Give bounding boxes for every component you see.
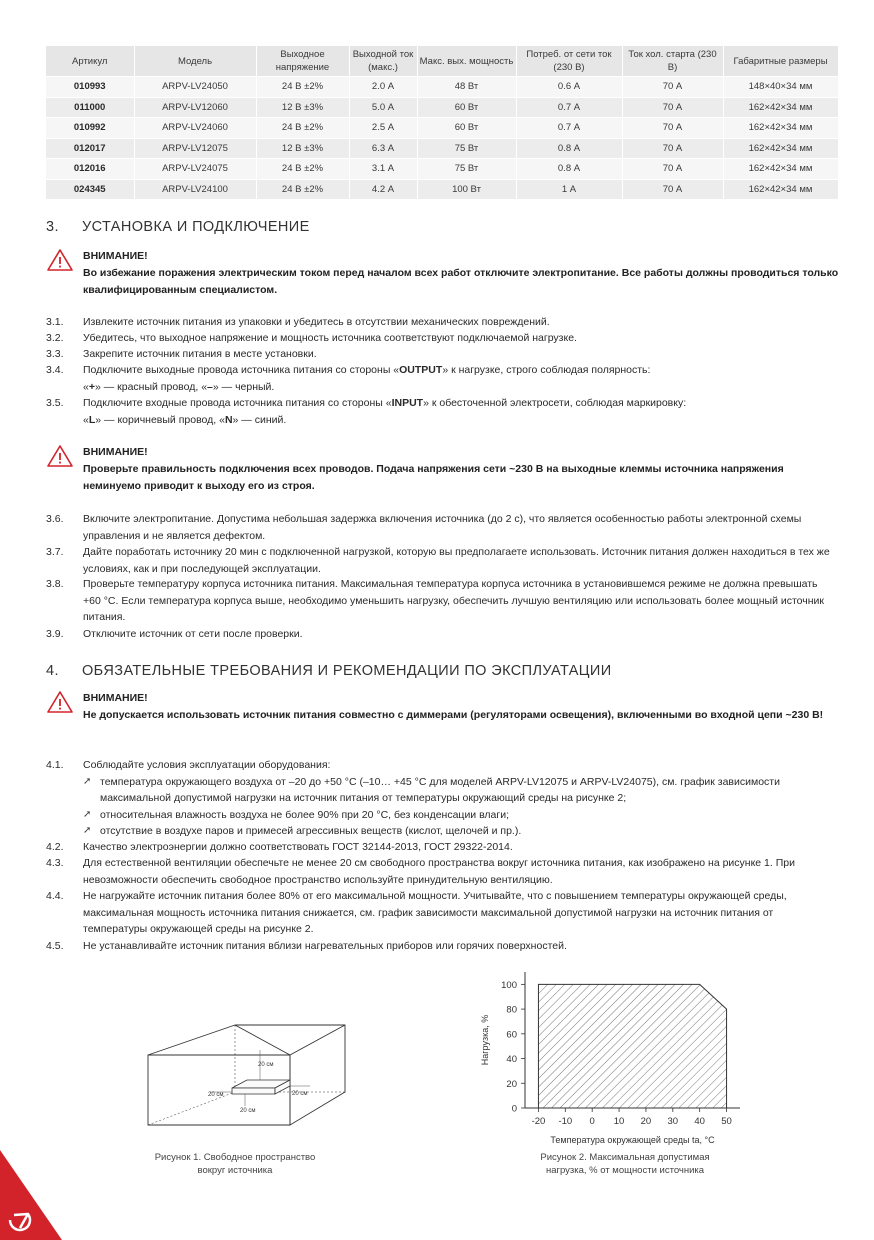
item-text: Проверьте температуру корпуса источника питания. Максимальная температура корпуса источника в установившемся режиме не должна превышать +60 °C. Если температура корпуса выше, необходимо уменьшить нагрузку, обеспечить лучшую вентиляцию или использовать более мощный источник питания. xyxy=(83,578,825,623)
item-text: Закрепите источник питания в месте установки. xyxy=(83,348,317,360)
cell-voltage: 24 В ±2% xyxy=(256,118,349,139)
item-number: 3.3. xyxy=(46,348,64,360)
warning-triangle-icon xyxy=(46,248,74,272)
cell-inrush: 70 А xyxy=(622,118,723,139)
section-number: 3. xyxy=(46,219,59,235)
cell-power: 75 Вт xyxy=(417,159,516,180)
cell-input-current: 0.7 А xyxy=(516,97,622,118)
text-run: Подключите входные провода источника питания со стороны « xyxy=(83,397,392,409)
caption-line: нагрузка, % от мощности источника xyxy=(545,1165,705,1176)
cell-current: 6.3 А xyxy=(349,138,417,159)
y-tick-label: 20 xyxy=(506,1078,517,1090)
col-header-article: Артикул xyxy=(46,46,134,77)
text-run: Подключите выходные провода источника питания со стороны « xyxy=(83,364,400,376)
cell-article: 010993 xyxy=(46,77,134,98)
text-run: » к обесточенной электросети, соблюдая маркировку: xyxy=(423,397,687,409)
figure-2-caption xyxy=(505,1151,745,1177)
x-tick-label: 10 xyxy=(613,1116,625,1127)
list-item xyxy=(46,888,836,938)
cell-input-current: 0.8 А xyxy=(516,159,622,180)
cell-model: ARPV-LV12060 xyxy=(134,97,256,118)
item-text xyxy=(83,395,836,428)
cell-power: 60 Вт xyxy=(417,118,516,139)
text-run: » к нагрузке, строго соблюдая полярность: xyxy=(442,364,651,376)
table-row xyxy=(46,138,838,159)
cell-model: ARPV-LV12075 xyxy=(134,138,256,159)
caption-line: вокруг источника xyxy=(197,1165,273,1176)
list-item xyxy=(46,855,836,888)
list-item xyxy=(46,839,836,856)
list-item xyxy=(46,626,836,643)
item-number: 3.7. xyxy=(46,546,64,558)
table-row xyxy=(46,118,838,139)
item-text: Не нагружайте источник питания более 80% от его максимальной мощности. Учитывайте, что с повышением температуры окружающей среды, максимальная мощность источника питания снижается, см. график зависимости максимальной допустимой нагрузки на источник питания от температуры окружающей среды на рисунке 2. xyxy=(83,890,787,935)
bullet-item xyxy=(83,823,836,840)
item-number: 3.2. xyxy=(46,332,64,344)
list-item xyxy=(46,938,836,955)
list-item xyxy=(46,576,836,626)
section-title: УСТАНОВКА И ПОДКЛЮЧЕНИЕ xyxy=(82,219,310,235)
x-tick-label: 20 xyxy=(640,1116,652,1127)
item-text: Не устанавливайте источник питания вблизи нагревательных приборов или горячих поверхностей. xyxy=(83,940,567,952)
derating-area xyxy=(538,984,726,1108)
item-number: 4.4. xyxy=(46,890,64,902)
item-number: 4.3. xyxy=(46,857,64,869)
cell-article: 010992 xyxy=(46,118,134,139)
item-number: 4.2. xyxy=(46,841,64,853)
list-item xyxy=(46,511,836,544)
item-number: 3.6. xyxy=(46,513,64,525)
list-item xyxy=(46,330,836,347)
item-text xyxy=(83,362,836,395)
load-derating-chart xyxy=(470,960,760,1150)
cell-inrush: 70 А xyxy=(622,138,723,159)
input-keyword: INPUT xyxy=(391,397,424,409)
table-row xyxy=(46,77,838,98)
col-header-dimensions: Габаритные размеры xyxy=(723,46,838,77)
item-number: 3.8. xyxy=(46,578,64,590)
item-number: 3.9. xyxy=(46,628,64,640)
warning-title: ВНИМАНИЕ! xyxy=(83,250,148,262)
text-run: » — красный провод, « xyxy=(94,380,208,393)
cell-power: 48 Вт xyxy=(417,77,516,98)
item-text: Извлеките источник питания из упаковки и убедитесь в отсутствии механических повреждений. xyxy=(83,316,550,328)
table-row xyxy=(46,159,838,180)
caption-line: Рисунок 2. Максимальная допустимая xyxy=(540,1152,710,1163)
y-axis-label: Нагрузка, % xyxy=(480,1014,490,1066)
warning-triangle-icon xyxy=(46,444,74,468)
warning-triangle-icon xyxy=(46,690,74,714)
bullet-text: относительная влажность воздуха не более 90% при 20 °C, без конденсации влаги; xyxy=(100,808,510,821)
arrow-bullet-icon: ➚ xyxy=(83,825,92,836)
cell-current: 4.2 А xyxy=(349,179,417,199)
x-tick-labels xyxy=(532,1116,732,1127)
cell-inrush: 70 А xyxy=(622,77,723,98)
section-3-heading xyxy=(46,219,310,235)
x-tick-label: 0 xyxy=(589,1116,595,1127)
col-header-input-current: Потреб. от сети ток (230 В) xyxy=(516,46,622,77)
item-number: 3.5. xyxy=(46,397,64,409)
brand-corner-logo xyxy=(0,1150,62,1240)
item-text: Включите электропитание. Допустима небольшая задержка включения источника (до 2 с), что является особенностью работы электронной схемы управления и не является дефектом. xyxy=(83,513,802,542)
cell-current: 2.0 А xyxy=(349,77,417,98)
cell-voltage: 24 В ±2% xyxy=(256,77,349,98)
power-supply-block xyxy=(232,1080,290,1094)
cell-input-current: 0.7 А xyxy=(516,118,622,139)
arrow-bullet-icon: ➚ xyxy=(83,808,92,820)
item-number: 3.1. xyxy=(46,316,64,328)
text-run: » — синий. xyxy=(232,413,287,426)
x-tick-label: -20 xyxy=(531,1116,546,1127)
warning-text: Во избежание поражения электрическим током перед началом всех работ отключите электропитание. Все работы должны проводиться только квалифицированным специалистом. xyxy=(83,267,839,296)
cell-current: 5.0 А xyxy=(349,97,417,118)
x-axis-label: Температура окружающей среды ta, °C xyxy=(550,1135,715,1145)
cell-dimensions: 162×42×34 мм xyxy=(723,97,838,118)
dim-label-left: 20 см xyxy=(208,1092,224,1098)
text-run: « xyxy=(83,413,89,426)
cell-voltage: 12 В ±3% xyxy=(256,97,349,118)
col-header-inrush: Ток хол. старта (230 В) xyxy=(622,46,723,77)
section-title: ОБЯЗАТЕЛЬНЫЕ ТРЕБОВАНИЯ И РЕКОМЕНДАЦИИ ПО ЭКСПЛУАТАЦИИ xyxy=(82,663,612,679)
cell-model: ARPV-LV24100 xyxy=(134,179,256,199)
cell-inrush: 70 А xyxy=(622,179,723,199)
table-row xyxy=(46,179,838,199)
list-item xyxy=(46,544,836,577)
y-tick-labels xyxy=(501,980,517,1115)
y-tick-label: 80 xyxy=(506,1004,517,1016)
list-item xyxy=(46,314,836,331)
cell-article: 024345 xyxy=(46,179,134,199)
n-keyword: N xyxy=(224,413,233,426)
cell-dimensions: 148×40×34 мм xyxy=(723,77,838,98)
dim-label-bottom: 20 см xyxy=(240,1108,256,1114)
cell-dimensions: 162×42×34 мм xyxy=(723,138,838,159)
plus-keyword: + xyxy=(88,380,95,393)
x-tick-label: -10 xyxy=(558,1116,573,1127)
output-keyword: OUTPUT xyxy=(399,364,443,376)
warning-title: ВНИМАНИЕ! xyxy=(83,692,148,704)
y-tick-label: 100 xyxy=(501,979,517,991)
cell-power: 100 Вт xyxy=(417,179,516,199)
col-header-power: Макс. вых. мощность xyxy=(417,46,516,77)
arrow-bullet-icon: ➚ xyxy=(83,775,92,787)
warning-text: Не допускается использовать источник питания совместно с диммерами (регуляторами освещения), включенными во входной цепи ~230 В! xyxy=(83,709,824,721)
cell-article: 011000 xyxy=(46,97,134,118)
col-header-model: Модель xyxy=(134,46,256,77)
y-tick-label: 0 xyxy=(511,1103,517,1115)
table-header-row xyxy=(46,46,838,77)
text-run: » — коричневый провод, « xyxy=(95,413,225,426)
col-header-voltage: Выходное напряжение xyxy=(256,46,349,77)
cell-inrush: 70 А xyxy=(622,159,723,180)
item-text: Убедитесь, что выходное напряжение и мощность источника соответствуют подключаемой нагрузке. xyxy=(83,332,577,344)
x-tick-label: 50 xyxy=(721,1116,732,1127)
free-space-diagram xyxy=(140,1020,360,1130)
cell-power: 75 Вт xyxy=(417,138,516,159)
dim-label-right: 20 см xyxy=(292,1091,308,1097)
col-header-current: Выходной ток (макс.) xyxy=(349,46,417,77)
cell-input-current: 1 А xyxy=(516,179,622,199)
caption-line: Рисунок 1. Свободное пространство xyxy=(154,1152,316,1163)
cell-model: ARPV-LV24050 xyxy=(134,77,256,98)
cell-voltage: 24 В ±2% xyxy=(256,179,349,199)
cell-power: 60 Вт xyxy=(417,97,516,118)
text-run: « xyxy=(83,380,89,393)
cell-input-current: 0.6 А xyxy=(516,77,622,98)
table-row xyxy=(46,97,838,118)
bullet-text: отсутствие в воздухе паров и примесей агрессивных веществ (кислот, щелочей и пр.). xyxy=(100,825,522,837)
item-text: Отключите источник от сети после проверки. xyxy=(83,628,303,640)
y-tick-label: 60 xyxy=(506,1029,517,1041)
item-text: Для естественной вентиляции обеспечьте не менее 20 см свободного пространства вокруг источника питания, как изображено на рисунке 1. При невозможности обеспечить свободное пространство используйте принудительную вентиляцию. xyxy=(83,857,795,886)
cell-input-current: 0.8 А xyxy=(516,138,622,159)
cell-article: 012017 xyxy=(46,138,134,159)
dim-label-top: 20 см xyxy=(258,1062,274,1068)
cell-model: ARPV-LV24060 xyxy=(134,118,256,139)
item-text: Дайте поработать источнику 20 мин с подключенной нагрузкой, которую вы предполагаете использовать. Источник питания должен находиться в тех же условиях, как и при последующей эксплуатации. xyxy=(83,546,830,575)
warning-title: ВНИМАНИЕ! xyxy=(83,446,148,458)
list-item xyxy=(46,757,836,840)
item-text xyxy=(83,757,836,840)
cell-dimensions: 162×42×34 мм xyxy=(723,179,838,199)
bullet-item xyxy=(83,774,836,807)
cell-voltage: 24 В ±2% xyxy=(256,159,349,180)
cell-article: 012016 xyxy=(46,159,134,180)
item-number: 4.1. xyxy=(46,759,64,771)
text-run: » — черный. xyxy=(212,380,275,393)
chart-series xyxy=(538,984,726,1108)
item-number: 3.4. xyxy=(46,364,64,376)
list-item xyxy=(46,346,836,363)
x-tick-label: 30 xyxy=(667,1116,679,1127)
bullet-item xyxy=(83,807,836,824)
cell-dimensions: 162×42×34 мм xyxy=(723,118,838,139)
cell-inrush: 70 А xyxy=(622,97,723,118)
warning-text: Проверьте правильность подключения всех проводов. Подача напряжения сети ~230 В на выходные клеммы источника напряжения неминуемо приводит к выходу его из строя. xyxy=(83,463,784,492)
item-lead: Соблюдайте условия эксплуатации оборудования: xyxy=(83,759,331,771)
y-tick-label: 40 xyxy=(506,1054,517,1066)
figure-1-caption xyxy=(130,1151,340,1177)
cell-dimensions: 162×42×34 мм xyxy=(723,159,838,180)
l-keyword: L xyxy=(88,413,96,426)
cell-current: 2.5 А xyxy=(349,118,417,139)
item-text: Качество электроэнергии должно соответствовать ГОСТ 32144-2013, ГОСТ 29322-2014. xyxy=(83,841,513,853)
section-4-heading xyxy=(46,663,612,679)
x-tick-label: 40 xyxy=(694,1116,705,1127)
list-item xyxy=(46,362,836,395)
item-number: 4.5. xyxy=(46,940,64,952)
spec-table xyxy=(46,46,839,199)
cell-current: 3.1 А xyxy=(349,159,417,180)
minus-keyword: – xyxy=(207,380,213,393)
section-number: 4. xyxy=(46,663,59,679)
bullet-text: температура окружающего воздуха от –20 до +50 °C (–10… +45 °C для моделей ARPV-LV12075 и ARPV-LV24075), см. график зависимости максимальной допустимой нагрузки на источник питания от температуры окружающий среды на рисунке 2; xyxy=(100,775,780,804)
cell-model: ARPV-LV24075 xyxy=(134,159,256,180)
list-item xyxy=(46,395,836,428)
cell-voltage: 12 В ±3% xyxy=(256,138,349,159)
